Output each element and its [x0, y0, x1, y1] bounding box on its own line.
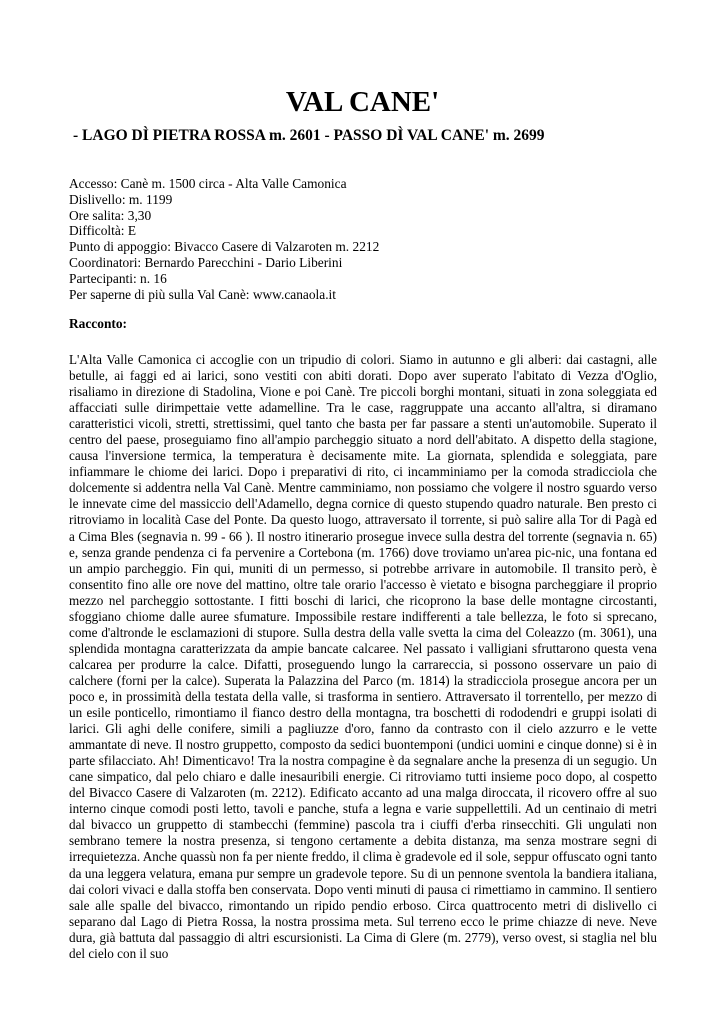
info-elevation-gain: Dislivello: m. 1199 [69, 191, 173, 207]
trip-info-list [69, 176, 669, 302]
page-subtitle: - LAGO DÌ PIETRA ROSSA m. 2601 - PASSO DÌ VAL CANE' m. 2699 [73, 127, 545, 144]
info-ascent-hours: Ore salita: 3,30 [69, 207, 152, 223]
info-more-link: Per saperne di più sulla Val Canè: www.canaola.it [69, 286, 336, 302]
page-title: VAL CANE' [285, 86, 440, 118]
info-participants: Partecipanti: n. 16 [69, 270, 167, 286]
section-heading-story: Racconto: [69, 316, 128, 331]
info-coordinators: Coordinatori: Bernardo Parecchini - Dario Liberini [69, 254, 343, 270]
info-access: Accesso: Canè m. 1500 circa - Alta Valle Camonica [69, 176, 347, 191]
story-paragraph: L'Alta Valle Camonica ci accoglie con un tripudio di colori. Siamo in autunno e gli alberi: dai castagni, alle betulle, ai faggi ed ai larici, sono vestiti con abiti dorati. Dopo aver superato l'abitato di Vezza d'Oglio, risaliamo in direzione di Stadolina, Vione e poi Canè. Tre piccoli borghi montani, situati in zona soleggiata ed affacciati sulle dirimpettaie vette adamelline. Tra le case, raggruppate una accanto all'altra, si diramano caratteristici vicoli, stretti, strettissimi, quel tanto che basta per far passare a stenti un'automobile. Superato il centro del paese, proseguiamo fino all'ampio parcheggio situato a nord dell'abitato. A dispetto della stagione, causa l'inversione termica, la temperatura è decisamente mite. La giornata, splendida e soleggiata, pare infiammare le chiome dei larici. Dopo i preparativi di rito, ci incamminiamo per la comoda stradicciola che dolcemente si addentra nella Val Canè. Mentre camminiamo, non possiamo che volgere il nostro sguardo verso le innevate cime del massiccio dell'Adamello, degna cornice di questo stupendo quadro naturale. Ben presto ci ritroviamo in località Case del Ponte. Da questo luogo, attraversato il torrente, si può salire alla Tor di Pagà ed a Cima Bles (segnavia n. 99 - 66 ). Il nostro itinerario prosegue invece sulla destra del torrente (segnavia n. 65) e, senza grande pendenza ci fa pervenire a Cortebona (m. 1766) dove troviamo un'area pic-nic, una fontana ed un ampio parcheggio. Fin qui, muniti di un permesso, si potrebbe arrivare in automobile. Il transito però, è consentito fino alle ore nove del mattino, oltre tale orario l'accesso è vietato e bisogna parcheggiare il proprio mezzo nel parcheggio sottostante. I fitti boschi di larici, che ricoprono la base delle montagne circostanti, sfoggiano chiome dalle auree sfumature. Impossibile restare indifferenti a tale bellezza, le foto si sprecano, come d'altronde le esclamazioni di stupore. Sulla destra della valle svetta la cima del Coleazzo (m. 3061), una splendida montagna caratterizzata da ampie bancate calcaree. Nel passato i valligiani sfruttarono questa vena calcarea per produrre la calce. Difatti, proseguendo lungo la carrareccia, si possono osservare un paio di calchere (forni per la calce). Superata la Palazzina del Parco (m. 1814) la stradicciola prosegue ancora per un poco e, in prossimità della testata della valle, si trasforma in sentiero. Attraversato il torrentello, per mezzo di un esile ponticello, rimontiamo il fianco destro della montagna, tra boschetti di rododendri e gruppi isolati di larici. Gli aghi delle conifere, simili a pagliuzze d'oro, fanno da contrasto con il cielo azzurro e le vette ammantate di neve. Il nostro gruppetto, composto da sedici buontemponi (undici uomini e cinque donne) si è in parte sfilacciato. Ah! Dimenticavo! Tra la nostra compagine è da segnalare anche la presenza di un segugio. Un cane simpatico, dal pelo chiaro e dalle inesauribili energie. Ci ritroviamo tutti insieme poco dopo, al cospetto del Bivacco Casere di Valzaroten (m. 2212). Edificato accanto ad una malga diroccata, il ricovero offre al suo interno cinque comodi posti letto, tavoli e panche, stufa a legna e varie suppellettili. Ad un centinaio di metri dal bivacco un gruppetto di stambecchi (femmine) pascola tra i ciuffi d'erba rinsecchiti. Gli ungulati non sembrano temere la nostra presenza, si tengono certamente a debita distanza, ma senza mostrare segni di irrequietezza. Anche quassù non fa per niente freddo, il clima è gradevole ed il sole, seppur offuscato ogni tanto da una leggera velatura, emana pur sempre un gradevole tepore. Su di un pennone sventola la bandiera italiana, dai colori vivaci e dalla stoffa ben conservata. Dopo venti minuti di pausa ci rimettiamo in cammino. Il sentiero sale alle spalle del bivacco, rimontando un ripido pendio erboso. Circa quattrocento metri di dislivello ci separano dal Lago di Pietra Rossa, la nostra prossima meta. Sul terreno ecco le prime chiazze di neve. Neve dura, già battuta dal passaggio di altri escursionisti. La Cima di Glere (m. 2779), verso ovest, si staglia nel blu del cielo con il suo [69, 352, 657, 961]
info-support-point: Punto di appoggio: Bivacco Casere di Valzaroten m. 2212 [69, 239, 380, 255]
info-difficulty: Difficoltà: E [69, 223, 137, 239]
